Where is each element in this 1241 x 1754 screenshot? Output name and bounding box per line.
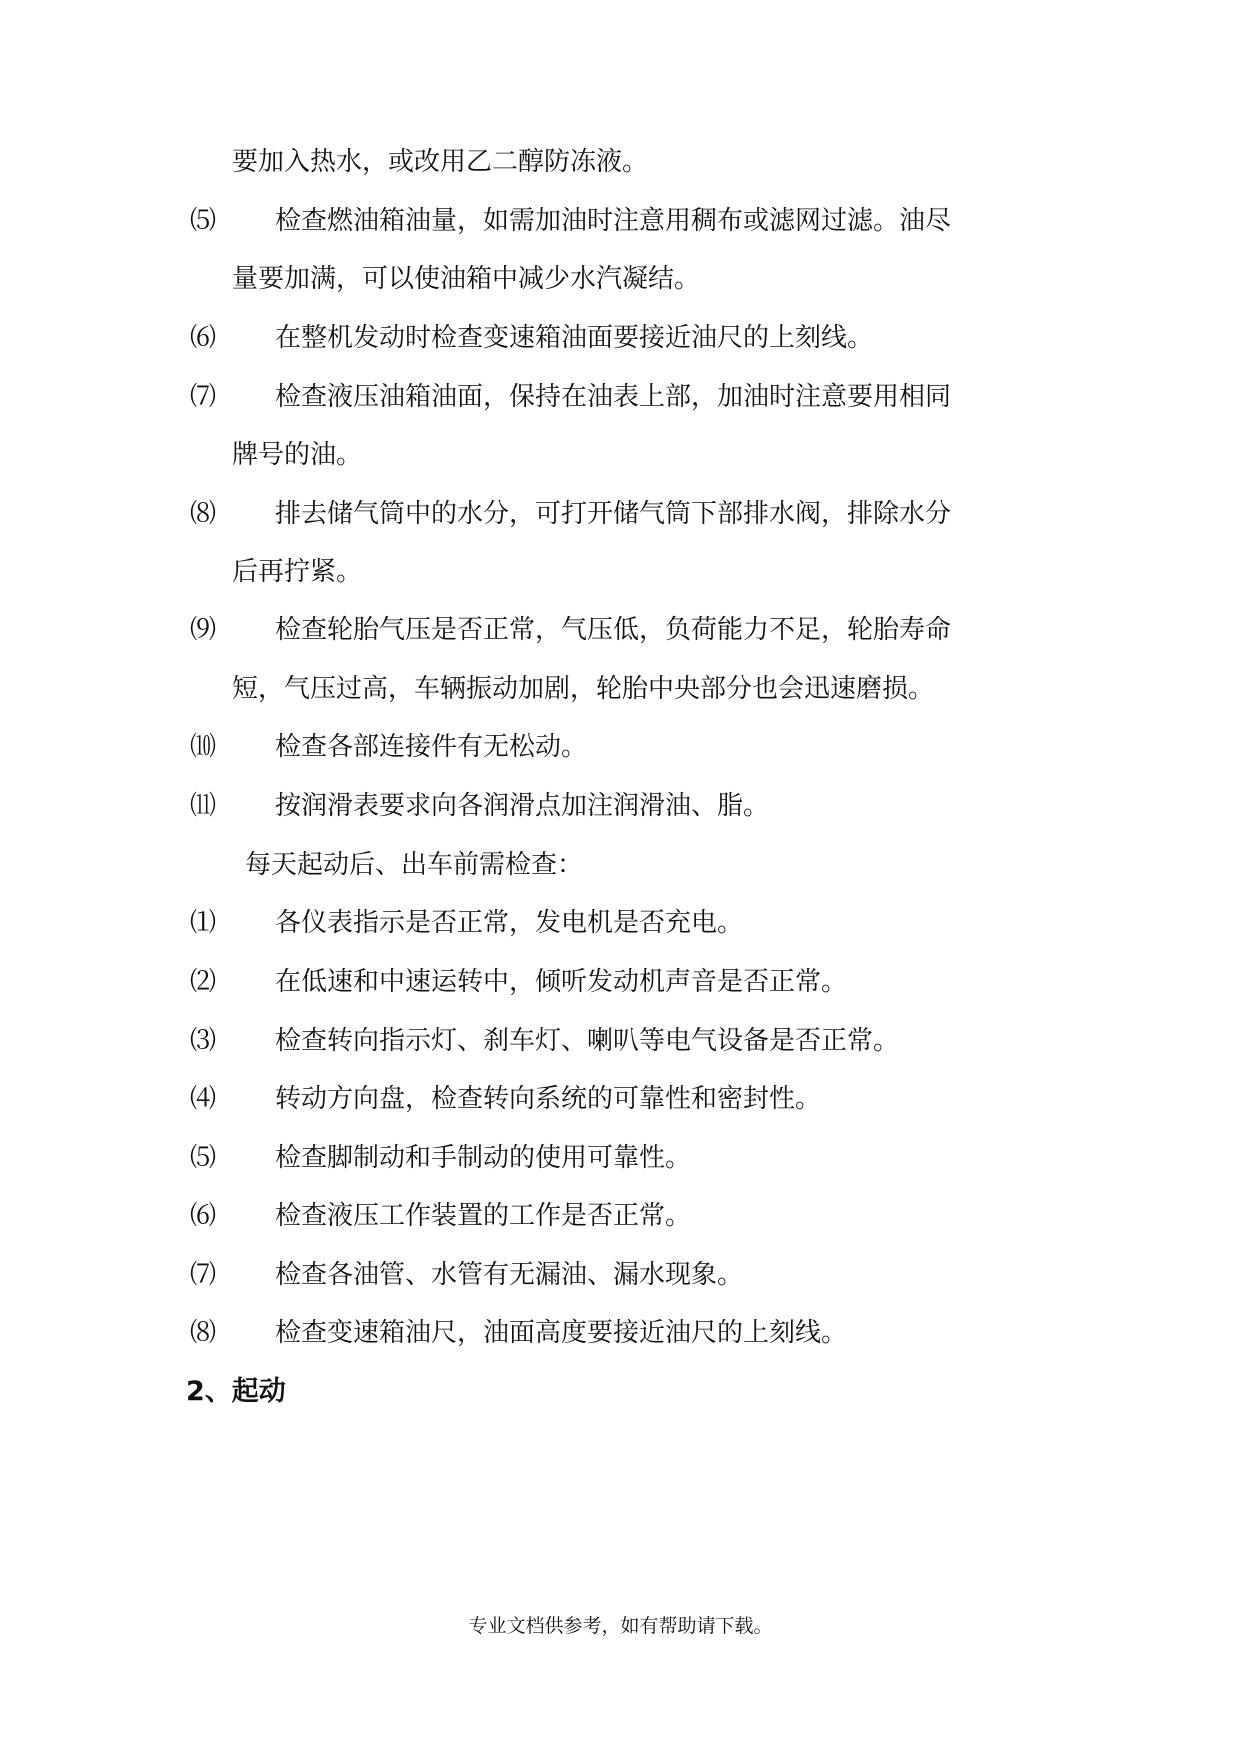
list-item-text: 检查液压工作装置的工作是否正常。: [275, 1201, 692, 1231]
list-item-text: 后再拧紧。: [232, 557, 363, 587]
list-item-continuation: [0, 552, 1241, 592]
page-footer: 专业文档供参考，如有帮助请下载。: [468, 1615, 773, 1637]
subsection-heading-text: 每天起动后、出车前需检查：: [245, 850, 584, 880]
list-item-text: 检查液压油箱油面，保持在油表上部，加油时注意要用相同: [275, 382, 952, 412]
list-item-number: ⑷: [190, 1084, 217, 1114]
list-item: [0, 1138, 1241, 1178]
list-item-continuation: [0, 669, 1241, 709]
list-item-number: ⑵: [190, 967, 217, 997]
list-item-number: ⑸: [190, 1143, 217, 1173]
list-item-number: ⑻: [190, 1318, 217, 1348]
list-item-text: 排去储气筒中的水分，可打开储气筒下部排水阀，排除水分: [275, 499, 952, 529]
list-item: [0, 494, 1241, 534]
section-heading-text: 2、起动: [186, 1376, 286, 1407]
list-item-text: 检查各部连接件有无松动。: [275, 732, 588, 762]
list-item-number: ⑺: [190, 1260, 217, 1290]
list-item-text: 转动方向盘，检查转向系统的可靠性和密封性。: [275, 1084, 822, 1114]
list-item: [0, 1196, 1241, 1236]
list-item-continuation: [0, 435, 1241, 475]
list-item-text: 在整机发动时检查变速箱油面要接近油尺的上刻线。: [275, 323, 874, 353]
list-item-number: ⑽: [190, 732, 217, 762]
list-item: [0, 1313, 1241, 1353]
list-item-continuation: [0, 259, 1241, 299]
list-item: [0, 610, 1241, 650]
list-item-text: 短，气压过高，车辆振动加剧，轮胎中央部分也会迅速磨损。: [232, 674, 935, 704]
list-item-number: ⑹: [190, 323, 217, 353]
list-item-text: 各仪表指示是否正常，发电机是否充电。: [275, 908, 744, 938]
list-item: [0, 318, 1241, 358]
list-item-text: 牌号的油。: [232, 440, 363, 470]
list-item: [0, 1021, 1241, 1061]
continuation-text: 要加入热水，或改用乙二醇防冻液。: [232, 147, 649, 177]
paragraph-continuation: [0, 142, 1241, 182]
list-item-number: ⑶: [190, 1026, 217, 1056]
list-item: [0, 786, 1241, 826]
list-item-number: ⑻: [190, 499, 217, 529]
list-item-number: ⑼: [190, 615, 217, 645]
list-item-number: ⑴: [190, 908, 217, 938]
list-item-number: ⑺: [190, 382, 217, 412]
list-item-text: 在低速和中速运转中，倾听发动机声音是否正常。: [275, 967, 848, 997]
list-item-text: 检查脚制动和手制动的使用可靠性。: [275, 1143, 692, 1173]
list-item: [0, 377, 1241, 417]
list-item-text: 检查转向指示灯、刹车灯、喇叭等电气设备是否正常。: [275, 1026, 900, 1056]
list-item: [0, 727, 1241, 767]
list-item-text: 检查变速箱油尺，油面高度要接近油尺的上刻线。: [275, 1318, 848, 1348]
list-item-number: ⑹: [190, 1201, 217, 1231]
list-item-text: 检查轮胎气压是否正常，气压低，负荷能力不足，轮胎寿命: [275, 615, 952, 645]
list-item-text: 检查燃油箱油量，如需加油时注意用稠布或滤网过滤。油尽: [275, 206, 952, 236]
subsection-heading: [0, 845, 1241, 885]
list-item: [0, 962, 1241, 1002]
section-heading: [0, 1372, 1241, 1412]
list-item-text: 检查各油管、水管有无漏油、漏水现象。: [275, 1260, 744, 1290]
list-item-number: ⑸: [190, 206, 217, 236]
list-item: [0, 201, 1241, 241]
list-item: [0, 903, 1241, 943]
list-item-text: 按润滑表要求向各润滑点加注润滑油、脂。: [275, 791, 770, 821]
list-item-text: 量要加满，可以使油箱中减少水汽凝结。: [232, 264, 701, 294]
list-item: [0, 1255, 1241, 1295]
list-item-number: ⑾: [190, 791, 217, 821]
list-item: [0, 1079, 1241, 1119]
